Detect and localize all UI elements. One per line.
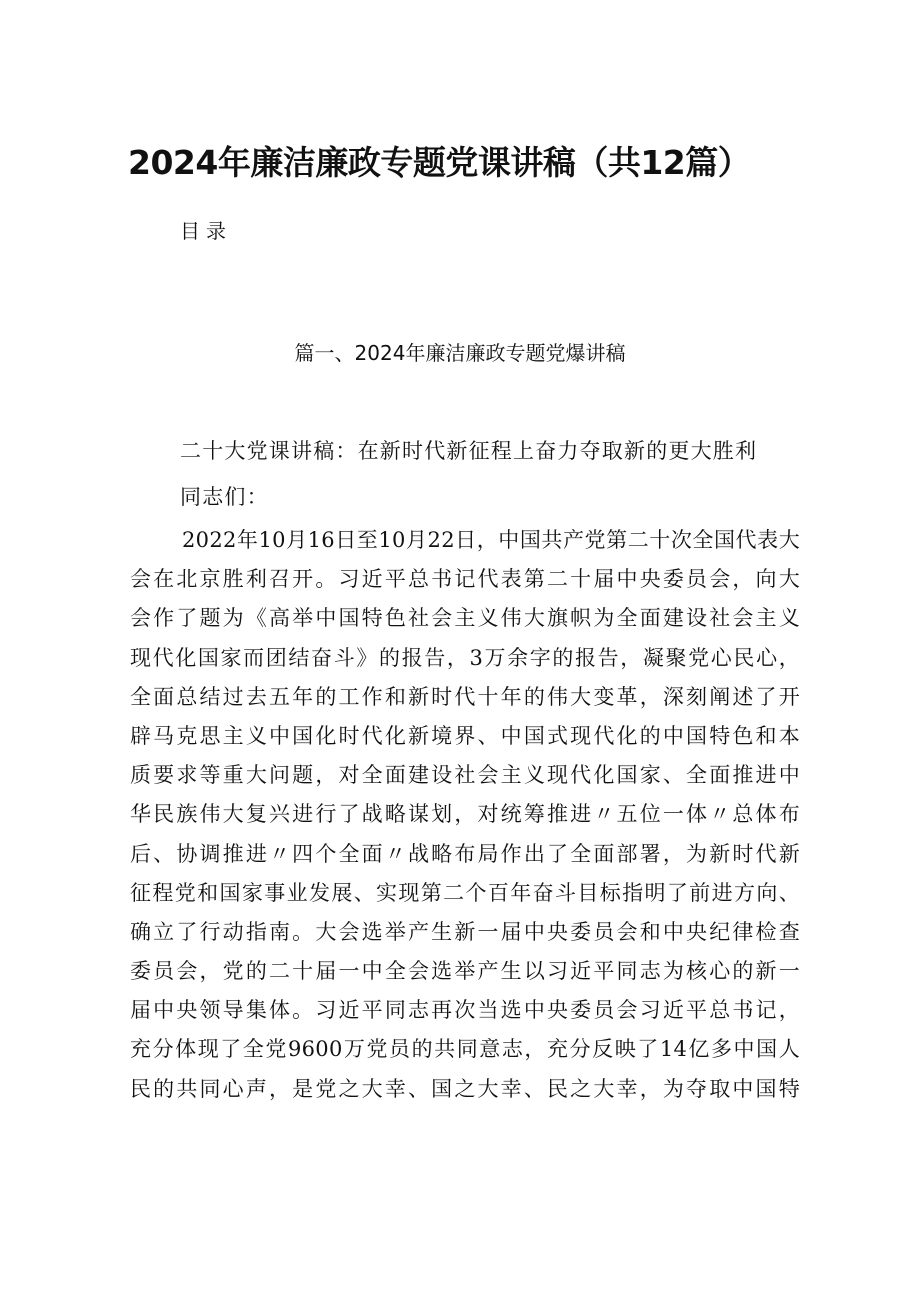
speech-subtitle: 二十大党课讲稿：在新时代新征程上奋力夺取新的更大胜利 xyxy=(180,439,758,463)
body-line: 会作了题为《高举中国特色社会主义伟大旗帜为全面建设社会主义 xyxy=(130,606,800,631)
body-line: 2022年10月16日至10月22日，中国共产党第二十次全国代表大 xyxy=(182,528,800,552)
body-line: 届中央领导集体。习近平同志再次当选中央委员会习近平总书记， xyxy=(130,998,800,1023)
body-line: 民的共同心声，是党之大幸、国之大幸、民之大幸，为夺取中国特 xyxy=(130,1076,800,1101)
body-line: 充分体现了全党9600万党员的共同意志，充分反映了14亿多中国人 xyxy=(130,1037,800,1062)
salutation: 同志们： xyxy=(180,485,269,509)
chapter-heading: 篇一、2024年廉洁廉政专题党爆讲稿 xyxy=(294,341,626,365)
body-paragraph xyxy=(130,521,800,1109)
body-line: 全面总结过去五年的工作和新时代十年的伟大变革，深刻阐述了开 xyxy=(130,684,800,709)
document-title: 2024年廉洁廉政专题党课讲稿（共12篇） xyxy=(128,143,751,182)
body-line: 华民族伟大复兴进行了战略谋划，对统筹推进〃五位一体〃总体布 xyxy=(130,802,800,827)
body-line: 辟马克思主义中国化时代化新境界、中国式现代化的中国特色和本 xyxy=(130,723,800,748)
body-line: 质要求等重大问题，对全面建设社会主义现代化国家、全面推进中 xyxy=(130,763,800,788)
toc-label: 目录 xyxy=(180,219,232,243)
body-line: 确立了行动指南。大会选举产生新一届中央委员会和中央纪律检查 xyxy=(130,919,800,944)
body-line: 委员会，党的二十届一中全会选举产生以习近平同志为核心的新一 xyxy=(130,959,800,984)
body-line: 现代化国家而团结奋斗》的报告，3万余字的报告，凝聚党心民心， xyxy=(130,645,800,670)
body-line: 会在北京胜利召开。习近平总书记代表第二十届中央委员会，向大 xyxy=(130,567,800,592)
body-line: 后、协调推进〃四个全面〃战略布局作出了全面部署，为新时代新 xyxy=(130,841,800,866)
body-line: 征程党和国家事业发展、实现第二个百年奋斗目标指明了前进方向、 xyxy=(130,880,800,905)
